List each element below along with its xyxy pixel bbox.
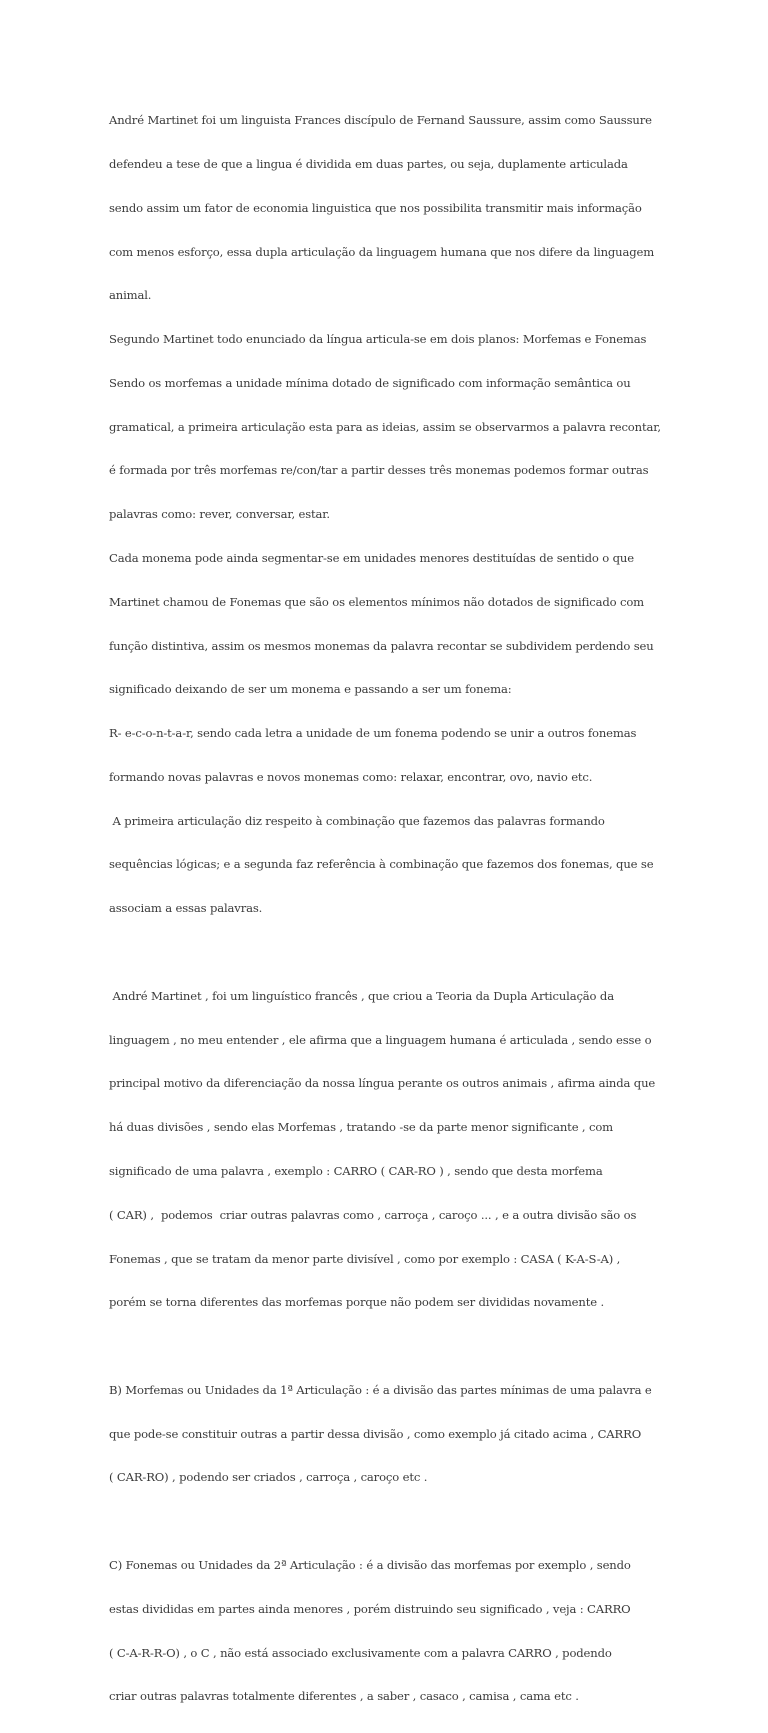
text-line: ( C-A-R-R-O) , o C , não está associado exclusivamente com a palavra CARRO , podendo [109,1645,612,1660]
text-line: função distintiva, assim os mesmos monemas da palavra recontar se subdividem perdendo seu [109,638,654,653]
text-line: sendo assim um fator de economia linguistica que nos possibilita transmitir mais informação [109,200,642,215]
text-line: criar outras palavras totalmente diferentes , a saber , casaco , camisa , cama etc . [109,1689,579,1704]
text-line: significado deixando de ser um monema e passando a ser um fonema: [109,682,512,697]
paragraph-fonemas [109,1529,665,1733]
text-line: formando novas palavras e novos monemas como: relaxar, encontrar, ovo, navio etc. [109,769,593,784]
document-body [109,84,665,1733]
paragraph-spacer [109,1514,665,1529]
text-line: André Martinet foi um linguista Frances discípulo de Fernand Saussure, assim como Saussure [109,113,652,128]
text-line: sequências lógicas; e a segunda faz referência à combinação que fazemos dos fonemas, que se [109,857,654,872]
text-line: C) Fonemas ou Unidades da 2ª Articulação : é a divisão das morfemas por exemplo , sendo [109,1557,631,1572]
text-line: gramatical, a primeira articulação esta para as ideias, assim se observarmos a palavra recontar, [109,419,661,434]
text-line: há duas divisões , sendo elas Morfemas , tratando -se da parte menor significante , com [109,1120,614,1135]
paragraph-spacer [109,945,665,960]
text-line: estas divididas em partes ainda menores , porém distruindo seu significado , veja : CARRO [109,1601,631,1616]
text-line: Martinet chamou de Fonemas que são os elementos mínimos não dotados de significado com [109,594,645,609]
paragraph-morfemas [109,1354,665,1515]
text-line: Cada monema pode ainda segmentar-se em unidades menores destituídas de sentido o que [109,551,634,565]
text-line: Segundo Martinet todo enunciado da língua articula-se em dois planos: Morfemas e Fonemas [109,332,647,347]
paragraph-dupla-articulacao [109,960,665,1339]
text-line: ( CAR-RO) , podendo ser criados , carroça , caroço etc . [109,1470,428,1485]
text-line: A primeira articulação diz respeito à combinação que fazemos das palavras formando [109,813,605,828]
text-line: associam a essas palavras. [109,901,263,916]
text-line: porém se torna diferentes das morfemas porque não podem ser divididas novamente . [109,1295,604,1310]
text-line: com menos esforço, essa dupla articulação da linguagem humana que nos difere da linguagem [109,244,655,259]
paragraph-spacer [109,1339,665,1354]
text-line: R- e-c-o-n-t-a-r, sendo cada letra a unidade de um fonema podendo se unir a outros fonemas [109,726,637,741]
text-line: defendeu a tese de que a lingua é dividida em duas partes, ou seja, duplamente articulada [109,156,628,171]
text-line: animal. [109,288,152,303]
text-line: Sendo os morfemas a unidade mínima dotado de significado com informação semântica ou [109,375,631,390]
paragraph-intro [109,84,665,945]
text-line: André Martinet , foi um linguístico francês , que criou a Teoria da Dupla Articulação da [109,988,614,1003]
text-line: palavras como: rever, conversar, estar. [109,507,330,522]
text-line: significado de uma palavra , exemplo : CARRO ( CAR-RO ) , sendo que desta morfema [109,1163,603,1178]
text-line: ( CAR) , podemos criar outras palavras como , carroça , caroço ... , e a outra divisão são os [109,1207,637,1222]
text-line: que pode-se constituir outras a partir dessa divisão , como exemplo já citado acima , CARRO [109,1426,642,1441]
text-line: principal motivo da diferenciação da nossa língua perante os outros animais , afirma ainda que [109,1076,656,1091]
text-line: linguagem , no meu entender , ele afirma que a linguagem humana é articulada , sendo esse o [109,1032,652,1047]
text-line: é formada por três morfemas re/con/tar a partir desses três monemas podemos formar outras [109,463,649,478]
text-line: B) Morfemas ou Unidades da 1ª Articulação : é a divisão das partes mínimas de uma palavra e [109,1382,652,1397]
text-line: Fonemas , que se tratam da menor parte divisível , como por exemplo : CASA ( K-A-S-A) , [109,1251,621,1266]
